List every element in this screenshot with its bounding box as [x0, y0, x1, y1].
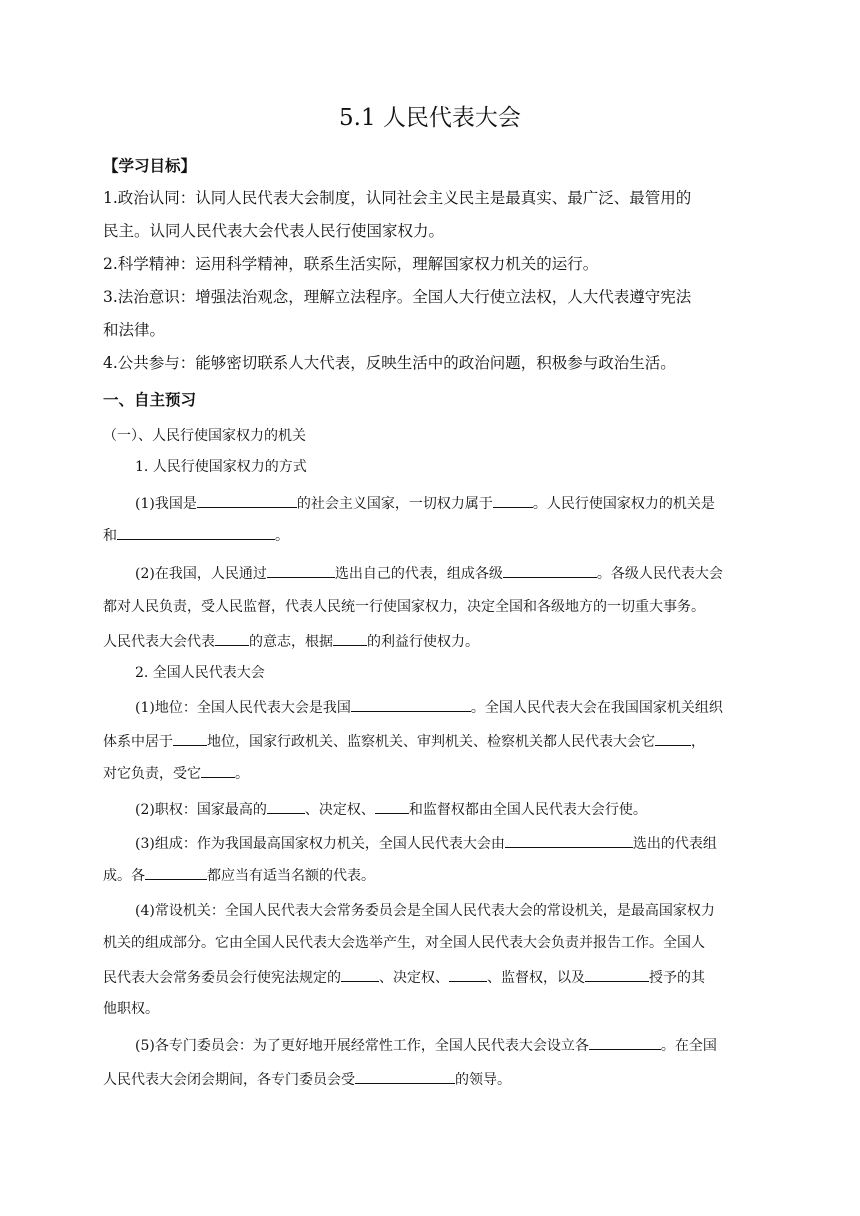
p7-text-c: 人民代表大会闭会期间，各专门委员会受 [103, 1072, 355, 1088]
fill-blank[interactable] [333, 630, 367, 646]
p4-text-a: (2)职权：国家最高的 [135, 802, 267, 818]
paragraph-7-line2 [103, 1068, 763, 1091]
p6-text-a: 民代表大会常务委员会行使宪法规定的 [103, 970, 341, 986]
objective-1-line1: 1.政治认同：认同人民代表大会制度，认同社会主义民主是最真实、最广泛、最管用的 [103, 189, 692, 207]
paragraph-2-line1 [135, 562, 795, 585]
fill-blank[interactable] [267, 562, 335, 578]
p3-text-f: 对它负责，受它 [103, 766, 201, 782]
objective-2: 2.科学精神：运用科学精神，联系生活实际，理解国家权力机关的运行。 [103, 255, 599, 273]
fill-blank[interactable] [655, 730, 691, 746]
fill-blank[interactable] [503, 562, 597, 578]
fill-blank[interactable] [117, 524, 275, 540]
fill-blank[interactable] [267, 798, 305, 814]
p6-text-c: 、监督权，以及 [487, 970, 585, 986]
p3-text-b: 。全国人民代表大会在我国国家机关组织 [470, 700, 723, 716]
paragraph-7-line1 [135, 1034, 795, 1057]
fill-blank[interactable] [215, 630, 249, 646]
p3-text-g: 。 [235, 766, 249, 782]
p6-text-d: 授予的其 [649, 970, 705, 986]
p5-text-d: 都应当有适当名额的代表。 [207, 868, 375, 884]
fill-blank[interactable] [355, 1068, 455, 1084]
p2-text-c: 。各级人民代表大会 [596, 566, 723, 582]
fill-blank[interactable] [505, 832, 633, 848]
p2-text-f: 的利益行使权力。 [367, 634, 479, 650]
fill-blank[interactable] [173, 730, 207, 746]
p3-text-e: ， [691, 734, 705, 750]
paragraph-3-line2 [103, 730, 763, 753]
objective-3-line1: 3.法治意识：增强法治观念，理解立法程序。全国人大行使立法权，人大代表遵守宪法 [103, 288, 692, 306]
objective-4: 4.公共参与：能够密切联系人大代表，反映生活中的政治问题，积极参与政治生活。 [103, 354, 676, 372]
fill-blank[interactable] [197, 492, 297, 508]
paragraph-3-line1 [135, 696, 795, 719]
p2-text-b: 选出自己的代表，组成各级 [334, 566, 503, 582]
item-2-title: 2. 全国人民代表大会 [135, 665, 265, 681]
paragraph-6-line3 [103, 966, 763, 989]
fill-blank[interactable] [449, 966, 487, 982]
p7-text-b: 。在全国 [660, 1038, 717, 1054]
fill-blank[interactable] [145, 864, 207, 880]
p5-text-a: (3)组成：作为我国最高国家权力机关，全国人民代表大会由 [135, 836, 505, 852]
paragraph-6-line2: 机关的组成部分。它由全国人民代表大会选举产生，对全国人民代表大会负责并报告工作。全国人 [103, 935, 705, 951]
p1-text-c: 。人民行使国家权力的机关是 [532, 496, 715, 512]
document-title: 5.1 人民代表大会 [339, 105, 521, 131]
paragraph-6-line1: (4)常设机关：全国人民代表大会常务委员会是全国人民代表大会的常设机关，是最高国家权力 [135, 903, 715, 919]
p2-text-a: (2)在我国，人民通过 [135, 566, 267, 582]
p2-text-d: 人民代表大会代表 [103, 634, 215, 650]
p1-text-e: 。 [275, 528, 289, 544]
p3-text-a: (1)地位：全国人民代表大会是我国 [135, 700, 351, 716]
p4-text-c: 和监督权都由全国人民代表大会行使。 [408, 802, 647, 818]
p1-text-d: 和 [103, 528, 117, 544]
p1-text-a: (1)我国是 [135, 496, 197, 512]
p4-text-b: 、决定权、 [304, 802, 375, 818]
item-1-title: 1. 人民行使国家权力的方式 [135, 459, 307, 475]
paragraph-2-line3 [103, 630, 763, 653]
p3-text-c: 体系中居于 [103, 734, 173, 750]
paragraph-3-line3 [103, 762, 763, 785]
p6-text-b: 、决定权、 [379, 970, 449, 986]
p7-text-a: (5)各专门委员会：为了更好地开展经常性工作，全国人民代表大会设立各 [135, 1038, 589, 1054]
objective-3-line2: 和法律。 [103, 321, 166, 339]
paragraph-2-line2: 都对人民负责，受人民监督，代表人民统一行使国家权力，决定全国和各级地方的一切重大事务。 [103, 599, 705, 615]
paragraph-1-line1 [135, 492, 795, 515]
paragraph-6-line4: 他职权。 [103, 1001, 159, 1017]
p2-text-e: 的意志，根据 [249, 634, 333, 650]
fill-blank[interactable] [341, 966, 379, 982]
subsection-1-heading: （一）、人民行使国家权力的机关 [103, 428, 306, 444]
paragraph-5-line2 [103, 864, 763, 887]
fill-blank[interactable] [201, 762, 235, 778]
p5-text-b: 选出的代表组 [632, 836, 717, 852]
p5-text-c: 成。各 [103, 868, 145, 884]
p1-text-b: 的社会主义国家，一切权力属于 [296, 496, 493, 512]
p7-text-d: 的领导。 [455, 1072, 511, 1088]
section-1-heading: 一、自主预习 [103, 390, 197, 409]
fill-blank[interactable] [589, 1034, 661, 1050]
fill-blank[interactable] [585, 966, 649, 982]
paragraph-1-line2 [103, 524, 763, 547]
p3-text-d: 地位，国家行政机关、监察机关、审判机关、检察机关都人民代表大会它 [207, 734, 655, 750]
objectives-heading: 【学习目标】 [103, 156, 197, 175]
fill-blank[interactable] [493, 492, 533, 508]
fill-blank[interactable] [375, 798, 409, 814]
objective-1-line2: 民主。认同人民代表大会代表人民行使国家权力。 [103, 222, 445, 240]
paragraph-5-line1 [135, 832, 795, 855]
paragraph-4 [135, 798, 795, 821]
fill-blank[interactable] [351, 696, 471, 712]
